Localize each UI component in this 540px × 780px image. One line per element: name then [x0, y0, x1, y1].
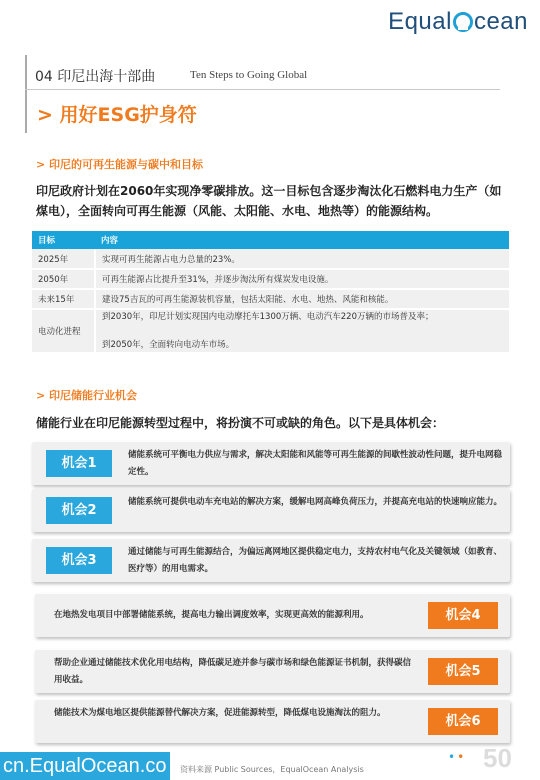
opportunity-card-1 — [32, 442, 510, 485]
section1-subtitle: > 印尼的可再生能源与碳中和目标 — [36, 158, 204, 171]
equalocean-logo — [388, 8, 528, 36]
table-row — [32, 269, 509, 289]
opportunity-card-4 — [35, 594, 510, 637]
section1-lead: 印尼政府计划在2060年实现净零碳排放。这一目标包含逐步淘汰化石燃料电力生产（如煤电），全面转向可再生能源（风能、太阳能、水电、地热等）的能源结构。 — [36, 184, 502, 218]
section2-subtitle: > 印尼储能行业机会 — [36, 389, 138, 402]
opportunity-badge: 机会1 — [46, 450, 112, 477]
page-dots-icon: •• — [448, 750, 467, 764]
section-english-title: Ten Steps to Going Global — [190, 69, 308, 81]
opportunity-card-2 — [32, 489, 510, 532]
table-cell-target: 2050年 — [32, 269, 95, 289]
page-number: 50 — [483, 743, 512, 773]
table-cell-target: 未来15年 — [32, 289, 95, 309]
footer-source-note: 资料来源 Public Sources，EqualOcean Analysis — [180, 765, 364, 774]
table-cell-content: 可再生能源占比提升至31%，并逐步淘汰所有煤炭发电设施。 — [95, 269, 509, 289]
table-header-target: 目标 — [32, 231, 95, 249]
table-cell-content: 建设75吉瓦的可再生能源装机容量，包括太阳能、水电、地热、风能和核能。 — [95, 289, 509, 309]
logo-text-right: cean — [473, 8, 528, 35]
table-header-row — [32, 231, 509, 249]
section-header — [25, 55, 515, 135]
opportunity-badge: 机会5 — [428, 658, 498, 685]
opportunity-card-5 — [35, 650, 510, 693]
targets-table — [32, 231, 509, 354]
table-row — [32, 249, 509, 269]
table-header-content: 内容 — [95, 231, 509, 249]
opportunity-badge: 机会2 — [46, 497, 112, 524]
opportunity-card-3 — [32, 539, 510, 582]
opportunity-card-6 — [35, 700, 510, 743]
opportunity-text: 储能系统可提供电动车充电站的解决方案，缓解电网高峰负荷压力，并提高充电站的快速响应能力。 — [128, 497, 503, 507]
opportunity-text: 帮助企业通过储能技术优化用电结构，降低碳足迹并参与碳市场和绿色能源证书机制，获得碳信用收益。 — [54, 658, 412, 685]
table-cell-target: 电动化进程 — [32, 309, 95, 353]
logo-text-left: Equal — [388, 8, 452, 35]
table-cell-content: 实现可再生能源占电力总量的23%。 — [95, 249, 509, 269]
opportunity-text: 通过储能与可再生能源结合，为偏远离网地区提供稳定电力，支持农村电气化及关键领域（如教育、医疗等）的用电需求。 — [128, 547, 503, 574]
table-row — [32, 309, 509, 353]
table-cell-content — [95, 309, 509, 353]
table-cell-line: 到2030年，印尼计划实现国内电动摩托车1300万辆、电动汽车220万辆的市场普及率； — [102, 312, 434, 322]
section-number-title: 04 印尼出海十部曲 — [35, 69, 156, 85]
opportunity-text: 在地热发电项目中部署储能系统，提高电力输出调度效率，实现更高效的能源利用。 — [54, 610, 369, 620]
table-row — [32, 289, 509, 309]
logo-o-icon — [453, 12, 473, 32]
opportunity-badge: 机会4 — [428, 602, 498, 629]
page-title: > 用好ESG护身符 — [37, 104, 197, 126]
footer-website-link[interactable]: cn.EqualOcean.co — [0, 752, 170, 780]
header-divider — [25, 89, 500, 90]
header-vertical-rule — [25, 55, 27, 133]
table-cell-target: 2025年 — [32, 249, 95, 269]
opportunity-text: 储能系统可平衡电力供应与需求，解决太阳能和风能等可再生能源的间歇性波动性问题，提升电网稳定性。 — [128, 450, 503, 477]
table-cell-line: 到2050年，全面转向电动车市场。 — [102, 340, 235, 350]
section2-lead: 储能行业在印尼能源转型过程中，将扮演不可或缺的角色。以下是具体机会： — [36, 416, 445, 430]
opportunity-text: 储能技术为煤电地区提供能源替代解决方案，促进能源转型，降低煤电设施淘汰的阻力。 — [54, 708, 386, 718]
opportunity-badge: 机会3 — [46, 547, 112, 574]
opportunity-badge: 机会6 — [428, 708, 498, 735]
